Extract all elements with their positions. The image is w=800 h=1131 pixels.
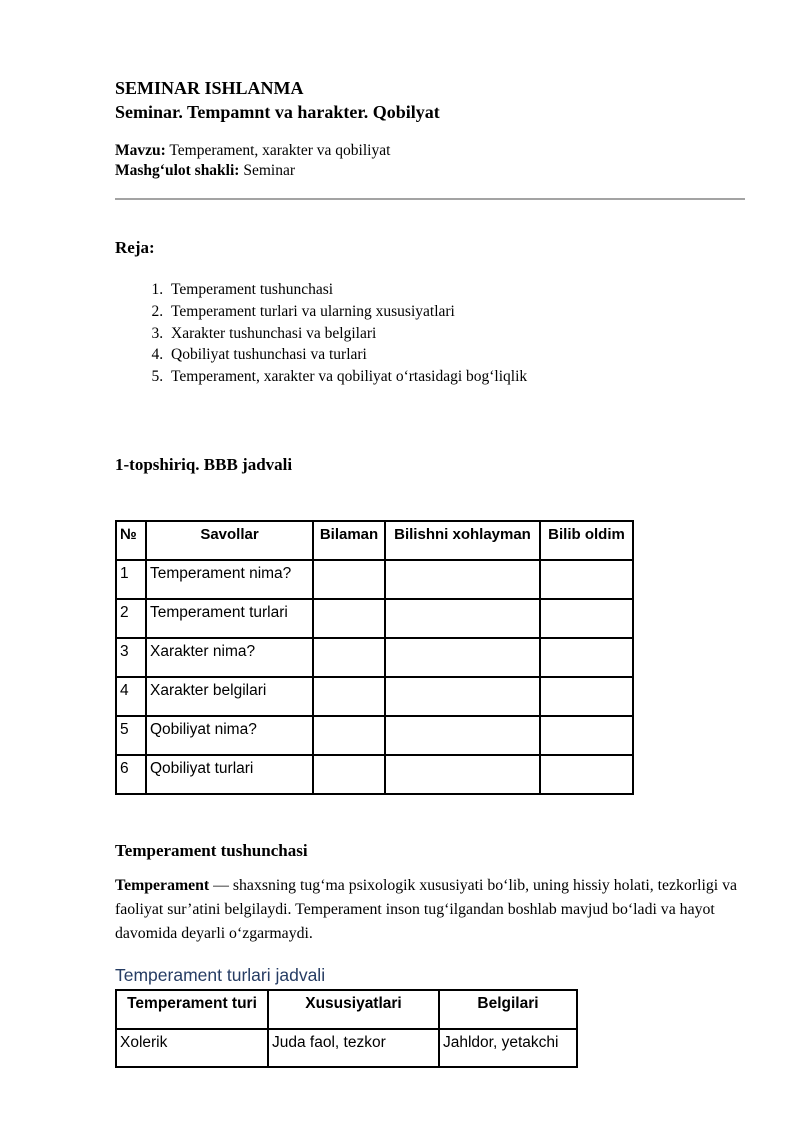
- bbb-row: [116, 677, 633, 716]
- bbb-header-savollar: Savollar: [146, 521, 313, 560]
- types-header-row: [116, 990, 577, 1029]
- bbb-cell-bilaman: [313, 599, 385, 638]
- reja-item: 2. Temperament turlari va ularning xususiyatlari: [167, 301, 745, 323]
- temperament-paragraph-rest: — shaxsning tugʻma psixologik xususiyati boʻlib, uning hissiy holati, tezkorligi va faoliyat sur’atini belgilaydi. Temperament inson tugʻilgandan boshlab mavjud boʻladi va hayot davomida deyarli oʻzgarmaydi.: [115, 876, 738, 942]
- types-row: [116, 1029, 577, 1067]
- bbb-header-bilaman: Bilaman: [313, 521, 385, 560]
- reja-list: [115, 279, 745, 388]
- bbb-row: [116, 638, 633, 677]
- meta-shakl: [115, 161, 745, 181]
- types-cell-belgilari: Jahldor, yetakchi: [439, 1029, 577, 1067]
- bbb-cell-xohlayman: [385, 755, 540, 794]
- bbb-cell-num: 5: [116, 716, 146, 755]
- reja-item: 4. Qobiliyat tushunchasi va turlari: [167, 344, 745, 366]
- bbb-cell-num: 1: [116, 560, 146, 599]
- reja-item: 3. Xarakter tushunchasi va belgilari: [167, 323, 745, 345]
- document-title: SEMINAR ISHLANMA: [115, 78, 304, 98]
- document-subtitle: Seminar. Tempamnt va harakter. Qobilyat: [115, 102, 440, 122]
- reja-item: 5. Temperament, xarakter va qobiliyat oʻrtasidagi bogʻliqlik: [167, 366, 745, 388]
- bbb-cell-bilaman: [313, 560, 385, 599]
- bbb-row: [116, 755, 633, 794]
- types-header-belgilari: Belgilari: [439, 990, 577, 1029]
- bbb-cell-xohlayman: [385, 560, 540, 599]
- section-divider: [115, 198, 745, 200]
- bbb-cell-bilaman: [313, 677, 385, 716]
- bbb-cell-xohlayman: [385, 677, 540, 716]
- bbb-cell-oldim: [540, 560, 633, 599]
- bbb-cell-num: 4: [116, 677, 146, 716]
- types-table-heading: Temperament turlari jadvali: [115, 964, 326, 985]
- meta-shakl-value: Seminar: [239, 162, 295, 179]
- types-header-xususiyatlari: Xususiyatlari: [268, 990, 439, 1029]
- types-table: [115, 989, 578, 1068]
- bbb-cell-oldim: [540, 677, 633, 716]
- meta-shakl-label: Mashgʻulot shakli:: [115, 162, 240, 179]
- bbb-cell-num: 6: [116, 755, 146, 794]
- bbb-row: [116, 599, 633, 638]
- bbb-cell-oldim: [540, 716, 633, 755]
- bbb-cell-xohlayman: [385, 638, 540, 677]
- bbb-cell-question: Xarakter nima?: [146, 638, 313, 677]
- bbb-header-num: №: [116, 521, 146, 560]
- reja-item: 1. Temperament tushunchasi: [167, 279, 745, 301]
- meta-mavzu-value: Temperament, xarakter va qobiliyat: [165, 142, 391, 159]
- bbb-table: [115, 520, 634, 795]
- bbb-cell-bilaman: [313, 638, 385, 677]
- types-cell-turi: Xolerik: [116, 1029, 268, 1067]
- temperament-paragraph: [115, 874, 747, 946]
- bbb-row: [116, 560, 633, 599]
- bbb-row: [116, 716, 633, 755]
- bbb-cell-xohlayman: [385, 716, 540, 755]
- types-header-turi: Temperament turi: [116, 990, 268, 1029]
- task1-heading: 1-topshiriq. BBB jadvali: [115, 454, 293, 474]
- bbb-cell-question: Qobiliyat nima?: [146, 716, 313, 755]
- bbb-cell-num: 2: [116, 599, 146, 638]
- bbb-cell-question: Xarakter belgilari: [146, 677, 313, 716]
- meta-mavzu: [115, 141, 745, 161]
- bbb-header-oldim: Bilib oldim: [540, 521, 633, 560]
- bbb-cell-question: Temperament nima?: [146, 560, 313, 599]
- bbb-cell-oldim: [540, 599, 633, 638]
- bbb-cell-xohlayman: [385, 599, 540, 638]
- bbb-cell-bilaman: [313, 716, 385, 755]
- bbb-cell-oldim: [540, 638, 633, 677]
- meta-mavzu-label: Mavzu:: [115, 142, 166, 159]
- bbb-cell-bilaman: [313, 755, 385, 794]
- bbb-cell-question: Qobiliyat turlari: [146, 755, 313, 794]
- types-cell-xususiyatlari: Juda faol, tezkor: [268, 1029, 439, 1067]
- temperament-paragraph-lead: Temperament: [115, 876, 210, 894]
- bbb-header-xohlayman: Bilishni xohlayman: [385, 521, 540, 560]
- bbb-cell-num: 3: [116, 638, 146, 677]
- temperament-heading: Temperament tushunchasi: [115, 840, 308, 860]
- bbb-cell-question: Temperament turlari: [146, 599, 313, 638]
- bbb-header-row: [116, 521, 633, 560]
- bbb-cell-oldim: [540, 755, 633, 794]
- reja-heading: Reja:: [115, 238, 155, 257]
